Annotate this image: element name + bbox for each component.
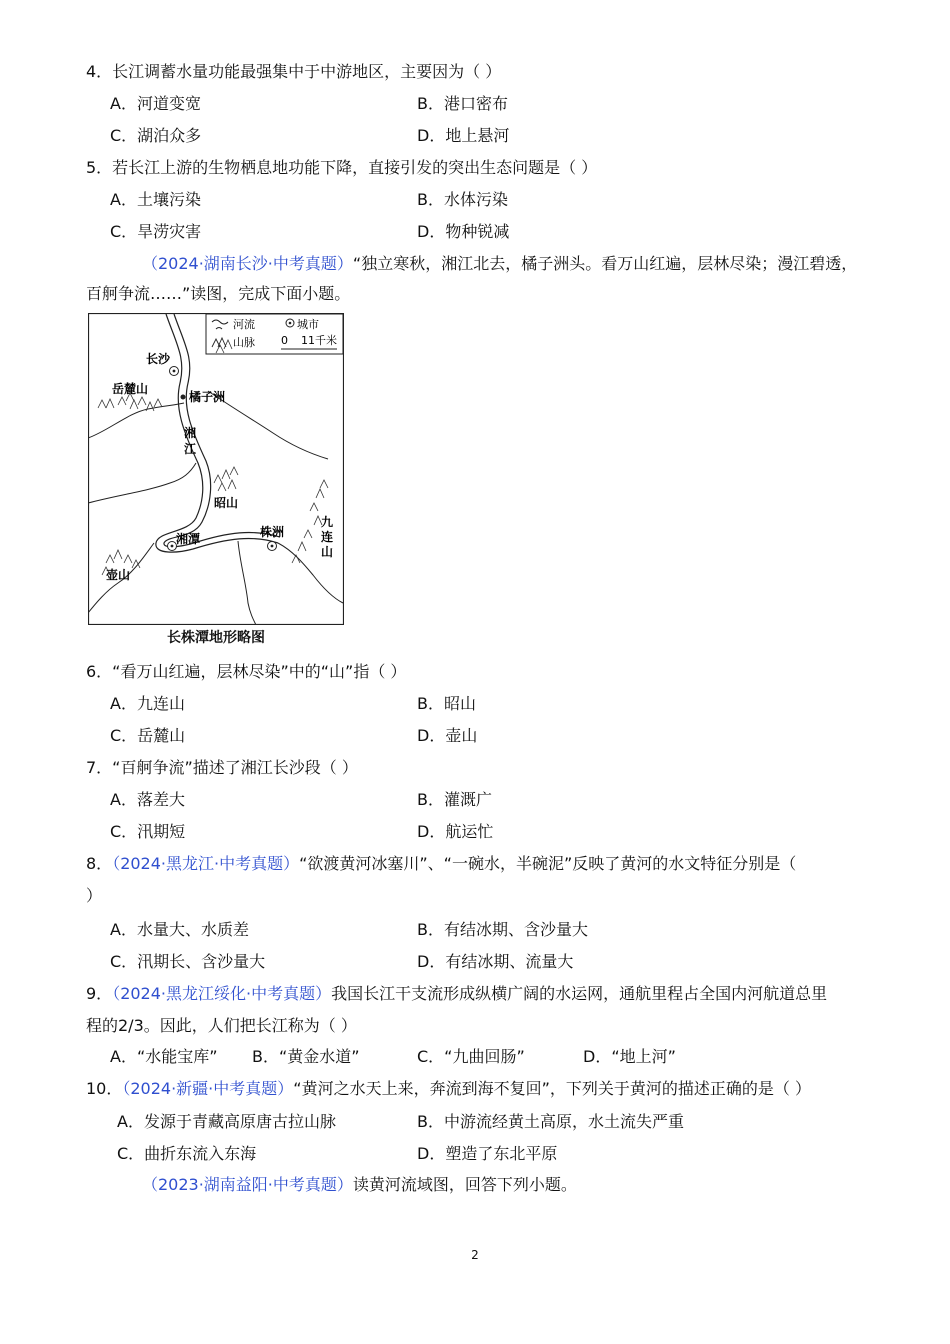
changzhutan-terrain-map: [88, 313, 344, 625]
legend-mountain-label: 山脉: [233, 336, 255, 349]
page-number: 2: [471, 1248, 479, 1262]
q9-option-a: A．“水能宝库”: [110, 1047, 218, 1066]
q7-stem: 7．“百舸争流”描述了湘江长沙段（ ）: [86, 758, 358, 777]
q8-option-c: C．汛期长、含沙量大: [110, 952, 266, 971]
q5-option-b: B．水体污染: [417, 190, 508, 209]
q8-text: “欲渡黄河冰塞川”、“一碗水，半碗泥”反映了黄河的水文特征分别是（: [299, 854, 797, 873]
intro2-source: （2023·湖南益阳·中考真题）: [142, 1175, 353, 1194]
q6-option-b: B．昭山: [417, 694, 476, 713]
q9-option-c: C．“九曲回肠”: [417, 1047, 525, 1066]
changsha-label: 长沙: [146, 352, 171, 366]
q10-source: （2024·新疆·中考真题）: [122, 1079, 294, 1098]
q9-option-d: D．“地上河”: [583, 1047, 676, 1066]
q10-option-c: C．曲折东流入东海: [117, 1144, 257, 1163]
lian-label: 连: [321, 530, 334, 544]
q7-option-d: D．航运忙: [417, 822, 494, 841]
q9-source: （2024·黑龙江绥化·中考真题）: [112, 984, 332, 1003]
q10-stem: [86, 1078, 811, 1100]
q8-text2: ）: [86, 886, 103, 905]
yuelushan-label: 岳麓山: [112, 382, 149, 396]
q5-stem: 5．若长江上游的生物栖息地功能下降，直接引发的突出生态问题是（ ）: [86, 158, 598, 177]
q8-option-b: B．有结冰期、含沙量大: [417, 920, 588, 939]
intro2-text: 读黄河流域图，回答下列小题。: [352, 1175, 577, 1194]
q5-option-a: A．土壤污染: [110, 190, 201, 209]
q4-stem: 4．长江调蓄水量功能最强集中于中游地区，主要因为（ ）: [86, 62, 502, 81]
q8-number: 8．: [86, 854, 113, 873]
q6-stem: 6．“看万山红遍，层林尽染”中的“山”指（ ）: [86, 662, 407, 681]
jiu-label: 九: [321, 515, 334, 529]
q10-option-b: B．中游流经黄土高原，水土流失严重: [417, 1112, 684, 1131]
q9-option-b: B．“黄金水道”: [252, 1047, 360, 1066]
q4-option-a: A．河道变宽: [110, 94, 201, 113]
q10-text: “黄河之水天上来，奔流到海不复回”，下列关于黄河的描述正确的是（ ）: [293, 1079, 811, 1098]
intro1-text1: “独立寒秋，湘江北去，橘子洲头。看万山红遍，层林尽染；漫江碧透，: [352, 254, 858, 273]
q5-option-c: C．旱涝灾害: [110, 222, 202, 241]
juzizhou-point-icon: [181, 395, 186, 400]
q8-option-a: A．水量大、水质差: [110, 920, 249, 939]
shan-label: 山: [321, 545, 334, 559]
zhaoshan-label: 昭山: [214, 496, 239, 510]
map-caption: 长株潭地形略图: [167, 630, 265, 646]
intro1-source: （2024·湖南长沙·中考真题）: [142, 254, 353, 273]
juzizhou-label: 橘子洲: [189, 390, 226, 404]
q6-option-a: A．九连山: [110, 694, 185, 713]
q8-source: （2024·黑龙江·中考真题）: [112, 854, 300, 873]
q9-stem: [86, 983, 827, 1005]
q4-option-b: B．港口密布: [417, 94, 508, 113]
q4-option-c: C．湖泊众多: [110, 126, 202, 145]
hushan-label: 壶山: [106, 568, 131, 582]
q9-text: 我国长江干支流形成纵横广阔的水运网，通航里程占全国内河航道总里: [331, 984, 828, 1003]
q7-option-b: B．灌溉广: [417, 790, 492, 809]
q10-number: 10．: [86, 1079, 123, 1098]
intro1-text2: 百舸争流……”读图，完成下面小题。: [86, 284, 351, 303]
intro1-line1: [142, 253, 857, 275]
intro2-line: [142, 1174, 577, 1196]
q6-option-c: C．岳麓山: [110, 726, 186, 745]
legend-river-label: 河流: [233, 318, 255, 331]
q10-option-d: D．塑造了东北平原: [417, 1144, 558, 1163]
q8-option-d: D．有结冰期、流量大: [417, 952, 574, 971]
q10-option-a: A．发源于青藏高原唐古拉山脉: [117, 1112, 336, 1131]
xiang-label: 湘: [184, 426, 197, 440]
scale-km: 11千米: [301, 334, 337, 347]
q9-number: 9．: [86, 984, 113, 1003]
q4-option-d: D．地上悬河: [417, 126, 510, 145]
xiangtan-label: 湘潭: [176, 532, 201, 546]
q7-option-a: A．落差大: [110, 790, 185, 809]
jiang-label: 江: [184, 442, 197, 456]
zhuzhou-label: 株洲: [260, 525, 285, 539]
q7-option-c: C．汛期短: [110, 822, 186, 841]
scale-zero: 0: [281, 334, 288, 347]
q6-option-d: D．壶山: [417, 726, 478, 745]
q8-stem: [86, 853, 796, 875]
q5-option-d: D．物种锐减: [417, 222, 510, 241]
legend-city-label: 城市: [297, 318, 319, 331]
q9-text2: 程的2/3。因此，人们把长江称为（ ）: [86, 1016, 357, 1035]
